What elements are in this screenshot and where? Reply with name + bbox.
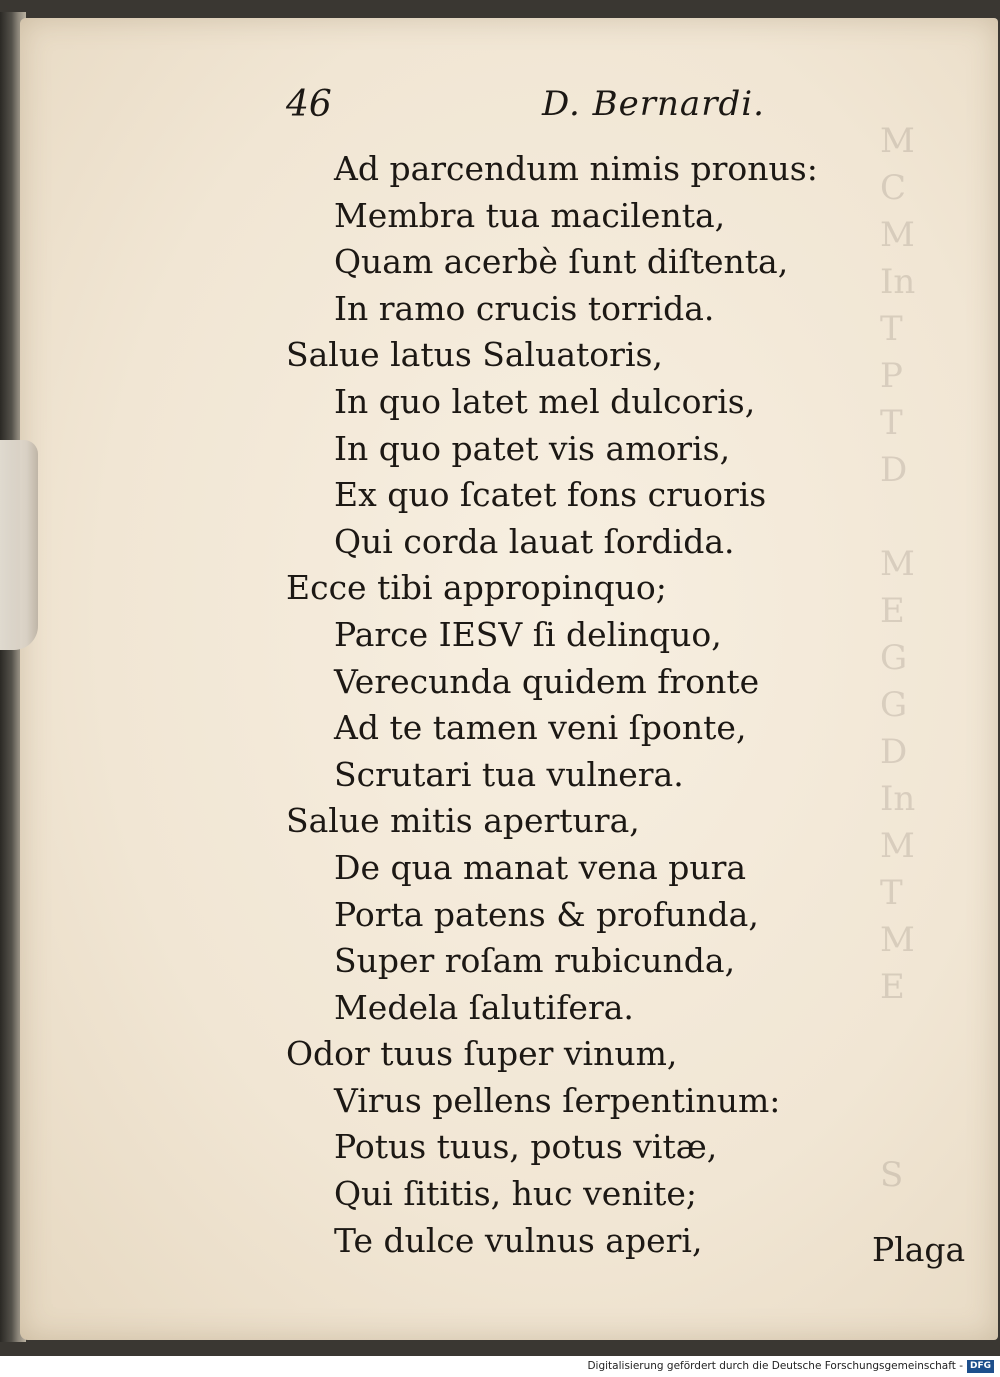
bleed-through-text: M C M In T P T D M E G G D In M T M E S xyxy=(880,121,916,1195)
verse-line: Potus tuus, potus vitæ, xyxy=(334,1127,718,1167)
verse-line: In quo patet vis amoris, xyxy=(334,428,731,468)
verse-line: Ex quo ſcatet fons cruoris xyxy=(334,475,767,515)
verse-line: In ramo crucis torrida. xyxy=(334,288,715,328)
verse-line: In quo latet mel dulcoris, xyxy=(334,381,756,421)
verse-line: Membra tua macilenta, xyxy=(334,195,726,235)
verse-line: Ad te tamen veni ſponte, xyxy=(334,708,747,748)
verse-line: Te dulce vulnus aperi, xyxy=(334,1220,703,1260)
catchword: Plaga xyxy=(872,1230,966,1269)
verse-line: Medela ſalutifera. xyxy=(334,987,634,1027)
page-number: 46 xyxy=(286,84,332,125)
verse-line: Scrutari tua vulnera. xyxy=(334,754,684,794)
verse-line: Qui corda lauat ſordida. xyxy=(334,521,735,561)
verse-line: Parce IESV ſi delinquo, xyxy=(334,614,722,654)
verse-line: Ecce tibi appropinquo; xyxy=(286,568,667,608)
digitization-credit-bar xyxy=(0,1356,1000,1377)
verse-line: Odor tuus ſuper vinum, xyxy=(286,1034,678,1074)
verse-line: Quam acerbè ſunt diſtenta, xyxy=(334,242,789,282)
running-head: D. Bernardi. xyxy=(542,84,765,124)
dfg-logo: DFG xyxy=(967,1360,994,1373)
verse-block xyxy=(20,146,998,1264)
digitization-credit: Digitalisierung gefördert durch die Deutsche Forschungsgemeinschaft - xyxy=(587,1360,963,1372)
paper-page xyxy=(20,18,998,1340)
verse-line: De qua manat vena pura xyxy=(334,847,747,887)
verse-line: Super roſam rubicunda, xyxy=(334,941,736,981)
verse-line: Qui ſititis, huc venite; xyxy=(334,1174,698,1214)
verse-line: Ad parcendum nimis pronus: xyxy=(334,149,818,188)
verse-line: Verecunda quidem fronte xyxy=(334,661,760,701)
verse-line: Salue latus Saluatoris, xyxy=(286,335,663,375)
verse-line: Virus pellens ſerpentinum: xyxy=(334,1080,781,1120)
page-header xyxy=(20,84,998,134)
verse-line: Salue mitis apertura, xyxy=(286,801,640,841)
page-marker-tab xyxy=(0,440,38,650)
verse-line: Porta patens & profunda, xyxy=(334,894,759,934)
